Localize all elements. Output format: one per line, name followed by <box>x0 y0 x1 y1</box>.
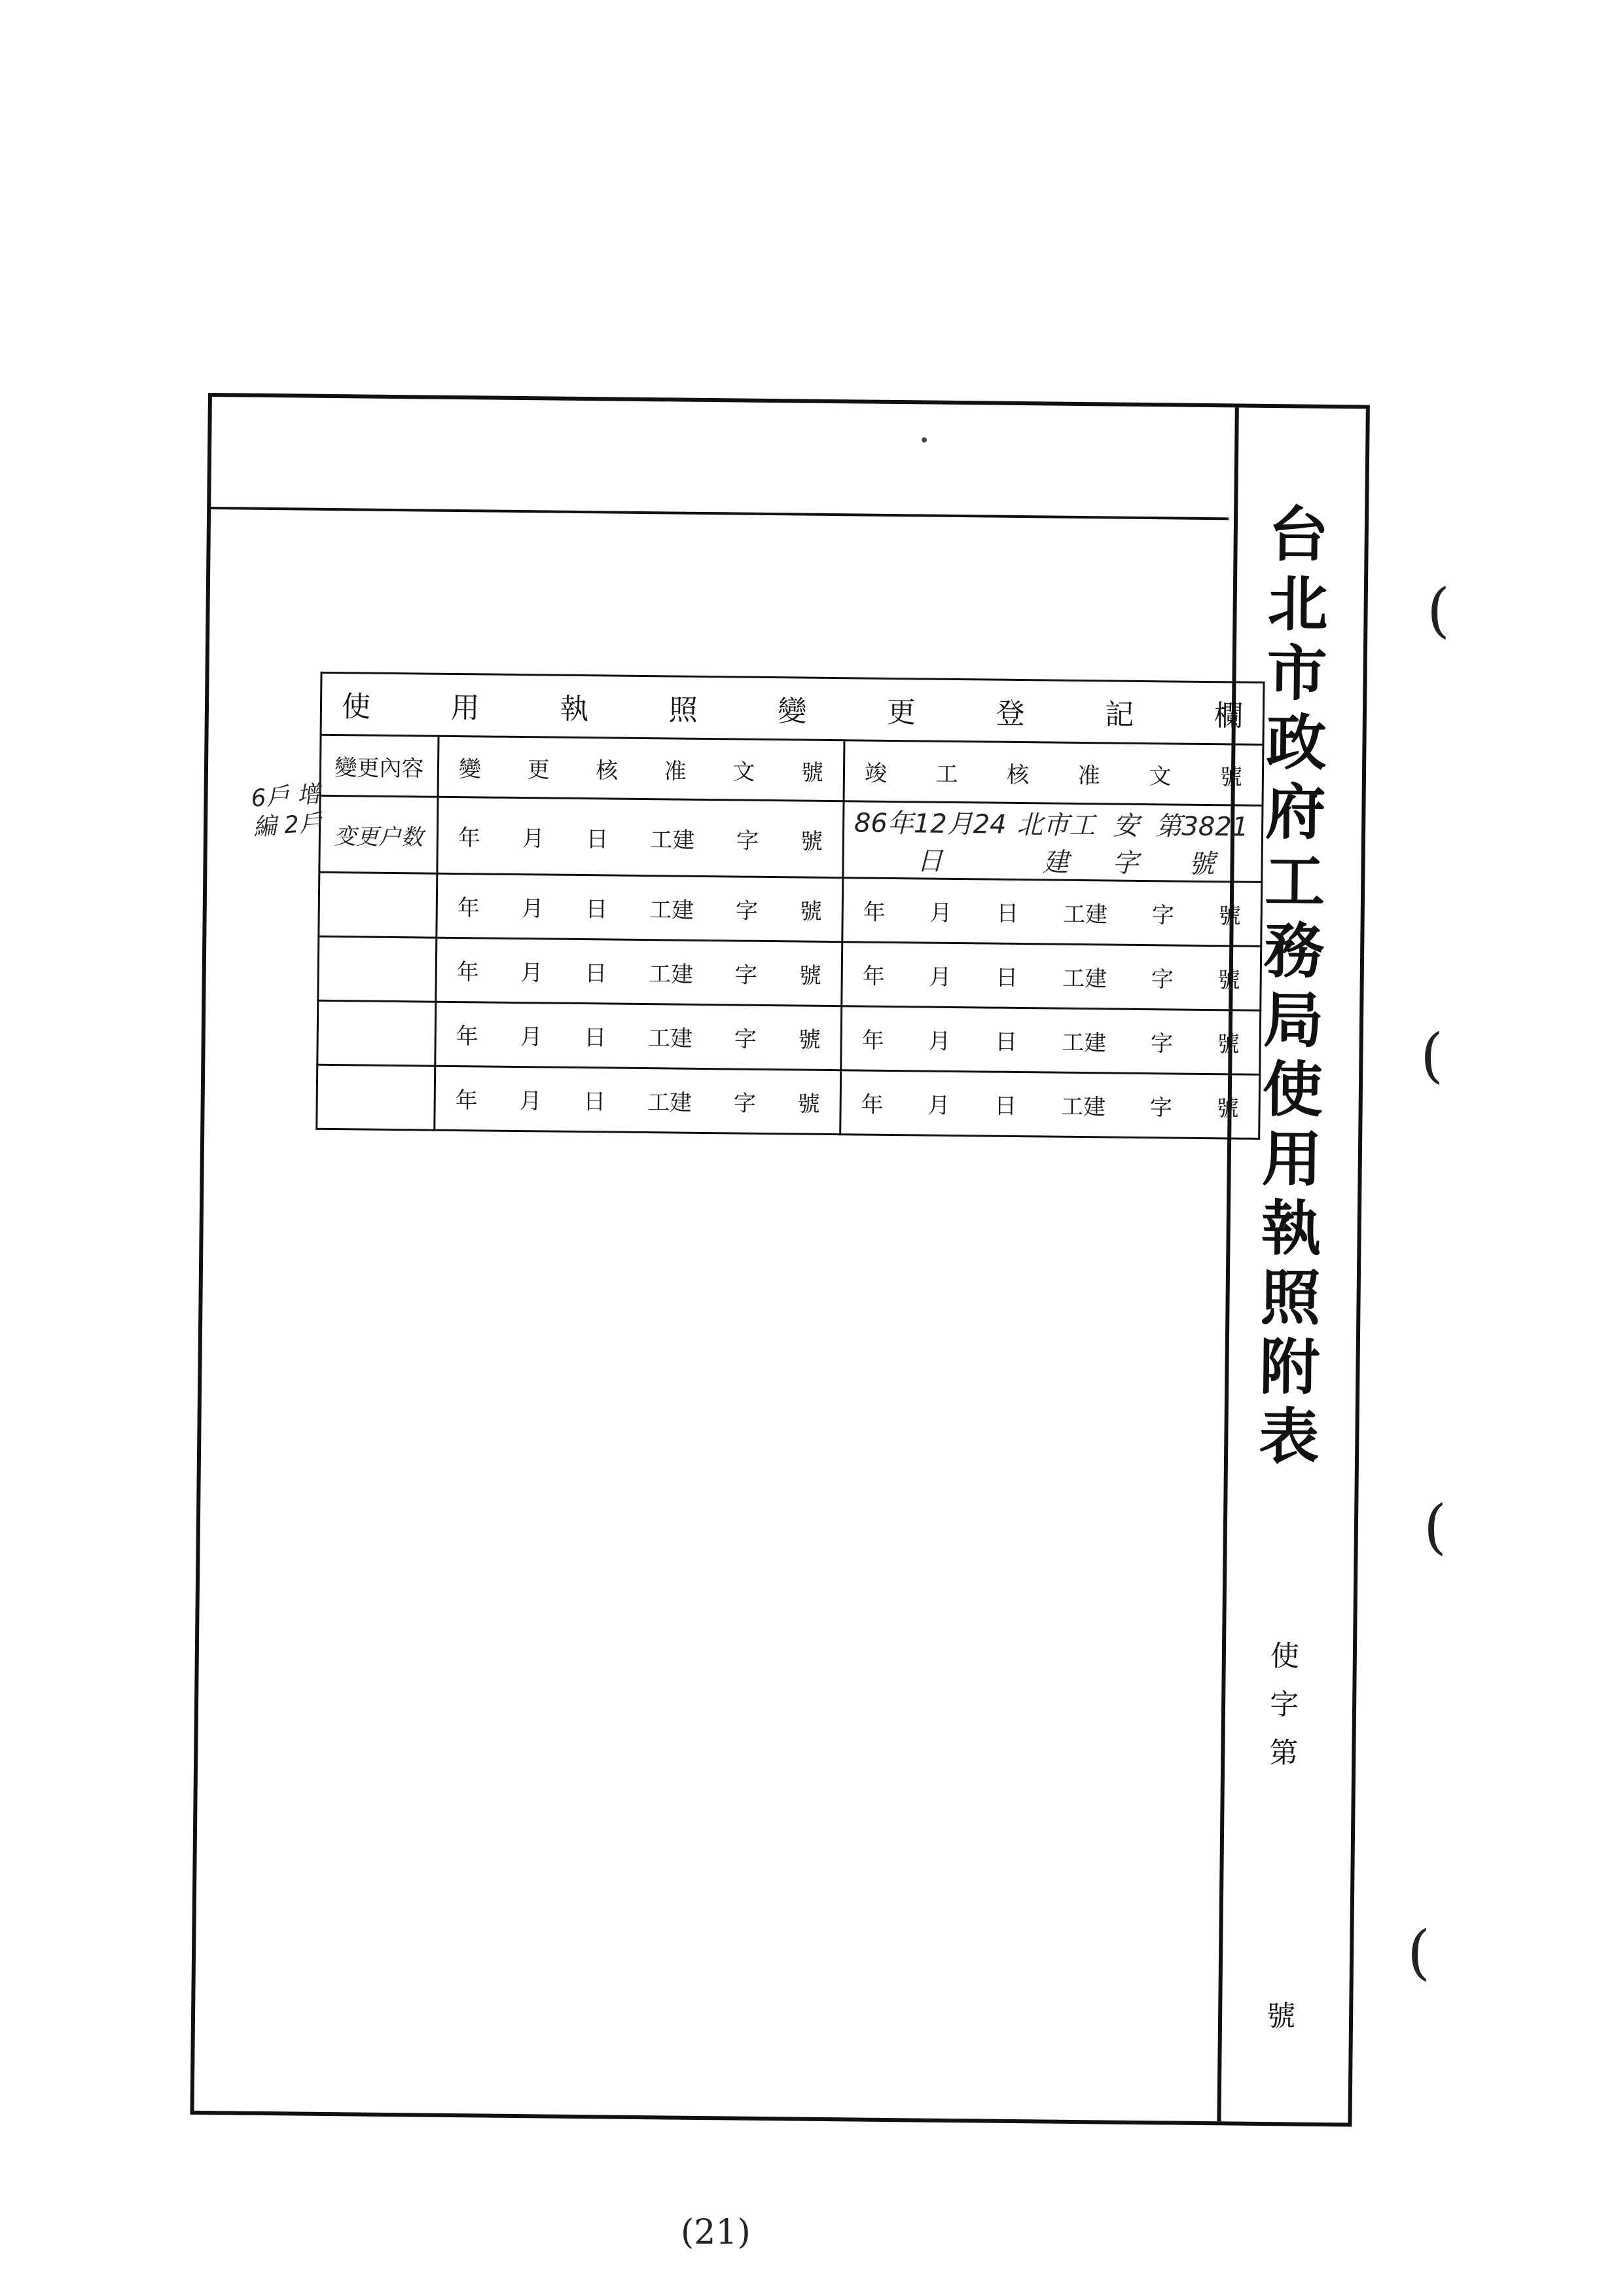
form-frame <box>190 393 1369 2126</box>
doc-prefix: 工建 <box>1060 1093 1106 1121</box>
date-part: 月 <box>522 825 545 852</box>
doc-prefix: 工建 <box>1061 1029 1107 1057</box>
binding-mark: ( <box>1420 1021 1444 1090</box>
date-part: 年 <box>455 1087 478 1114</box>
date-part: 年 <box>862 963 885 990</box>
doc-char: 字 <box>1149 1095 1173 1121</box>
doc-prefix: 工建 <box>649 897 694 924</box>
handwritten-char: 安字 <box>1112 811 1140 879</box>
banner-char: 欄 <box>1214 699 1244 733</box>
date-part: 月 <box>929 964 952 991</box>
table-row <box>319 795 1263 882</box>
header-change-content: 變更內容 <box>320 735 439 797</box>
date-part: 日 <box>584 960 607 987</box>
banner-char: 變 <box>778 695 807 729</box>
binding-mark: ( <box>1424 1493 1447 1561</box>
binding-mark: ( <box>1427 576 1450 645</box>
table-row <box>317 1000 1261 1074</box>
doc-suffix: 號 <box>798 1027 821 1053</box>
date-part: 月 <box>519 1088 542 1115</box>
header-construction-approval <box>844 740 1263 806</box>
handwritten-prefix: 北市工建 <box>1016 809 1096 878</box>
construction-approval-cell <box>843 801 1263 883</box>
table-row <box>317 1065 1260 1139</box>
change-approval-cell <box>437 797 844 877</box>
form-title: 台北市政府工務局使用執照附表 <box>1258 498 1329 1472</box>
doc-suffix: 號 <box>1217 1031 1240 1058</box>
doc-suffix: 號 <box>799 898 822 925</box>
header-char: 竣 <box>864 760 888 787</box>
scan-speck <box>922 437 927 443</box>
change-content-cell: 变更户数 <box>319 795 438 873</box>
doc-prefix: 工建 <box>647 1089 692 1116</box>
construction-approval-cell <box>841 1006 1261 1075</box>
banner-char: 使 <box>341 690 371 724</box>
date-part: 月 <box>520 1024 543 1051</box>
banner-char: 記 <box>1105 698 1134 732</box>
handwritten-number: 第3821號 <box>1155 811 1249 880</box>
doc-suffix: 號 <box>799 962 821 989</box>
date-part: 年 <box>863 899 886 926</box>
date-part: 月 <box>927 1092 950 1119</box>
doc-prefix: 工建 <box>1062 901 1108 928</box>
construction-approval-cell <box>840 1070 1260 1139</box>
header-char: 准 <box>1077 762 1100 789</box>
change-approval-cell <box>435 1066 841 1134</box>
header-char: 號 <box>800 759 824 786</box>
change-approval-cell <box>437 873 843 941</box>
header-char: 更 <box>527 756 550 783</box>
date-part: 年 <box>861 1091 884 1118</box>
banner-char: 更 <box>886 695 916 730</box>
doc-char: 字 <box>735 898 759 924</box>
header-change-approval <box>438 736 844 801</box>
date-part: 年 <box>458 824 481 851</box>
change-content-cell <box>317 1000 436 1066</box>
change-approval-cell <box>435 1002 842 1070</box>
doc-char: 字 <box>734 1026 757 1053</box>
doc-char: 字 <box>1151 966 1174 993</box>
title-column <box>1217 407 1365 2123</box>
banner-char: 用 <box>450 691 480 725</box>
date-part: 年 <box>861 1027 884 1054</box>
banner-char: 執 <box>559 692 589 727</box>
banner-char: 照 <box>668 693 698 727</box>
permit-number-prefix: 使字第 <box>1269 1639 1300 1770</box>
date-part: 日 <box>994 1093 1017 1120</box>
date-part: 日 <box>996 900 1019 928</box>
header-char: 號 <box>1219 763 1243 791</box>
doc-prefix: 工建 <box>1062 965 1107 993</box>
date-part: 年 <box>456 1023 478 1050</box>
doc-suffix: 號 <box>1218 903 1241 930</box>
table-row <box>319 872 1262 946</box>
date-part: 日 <box>995 1029 1018 1055</box>
date-part: 年 <box>456 959 479 986</box>
permit-number-suffix: 號 <box>1266 1999 1296 2033</box>
header-rule <box>211 507 1229 520</box>
change-content-cell <box>317 1065 435 1130</box>
table-row <box>318 936 1261 1010</box>
doc-char: 字 <box>1151 902 1175 929</box>
binding-mark: ( <box>1407 1918 1431 1987</box>
page-number: (21) <box>681 2213 751 2252</box>
header-char: 工 <box>935 761 958 788</box>
date-part: 月 <box>520 960 543 987</box>
doc-suffix: 號 <box>797 1091 820 1118</box>
doc-char: 字 <box>1150 1030 1174 1057</box>
change-content-cell <box>318 936 437 1002</box>
date-part: 月 <box>521 896 544 922</box>
doc-suffix: 號 <box>1217 967 1240 994</box>
table-banner <box>321 672 1264 744</box>
date-part: 月 <box>929 900 952 926</box>
header-char: 核 <box>595 757 619 784</box>
doc-prefix: 工建 <box>648 961 694 988</box>
doc-prefix: 工建 <box>650 826 695 854</box>
construction-approval-cell <box>842 878 1262 947</box>
change-approval-cell <box>436 938 842 1006</box>
change-registration-table <box>315 672 1265 1140</box>
date-part: 日 <box>583 1089 606 1116</box>
doc-suffix: 號 <box>800 828 823 855</box>
date-part: 日 <box>586 826 609 852</box>
construction-approval-cell <box>842 942 1261 1011</box>
header-char: 核 <box>1006 761 1030 788</box>
change-content-cell <box>319 872 437 938</box>
doc-prefix: 工建 <box>647 1025 693 1052</box>
header-char: 准 <box>664 757 687 785</box>
date-part: 日 <box>996 964 1018 992</box>
header-char: 文 <box>732 758 755 786</box>
banner-char: 登 <box>996 697 1025 731</box>
header-char: 變 <box>458 756 482 782</box>
doc-suffix: 號 <box>1216 1095 1239 1122</box>
margin-note: 6戶 增編 2戶 <box>250 780 324 841</box>
date-part: 日 <box>584 1025 607 1051</box>
date-part: 月 <box>928 1028 951 1055</box>
doc-char: 字 <box>734 962 758 989</box>
date-part: 年 <box>457 895 480 922</box>
header-char: 文 <box>1149 763 1172 790</box>
date-part: 日 <box>585 896 608 923</box>
handwritten-date: 86年12月24日 <box>854 808 1007 877</box>
doc-char: 字 <box>733 1090 757 1117</box>
doc-char: 字 <box>736 827 759 854</box>
